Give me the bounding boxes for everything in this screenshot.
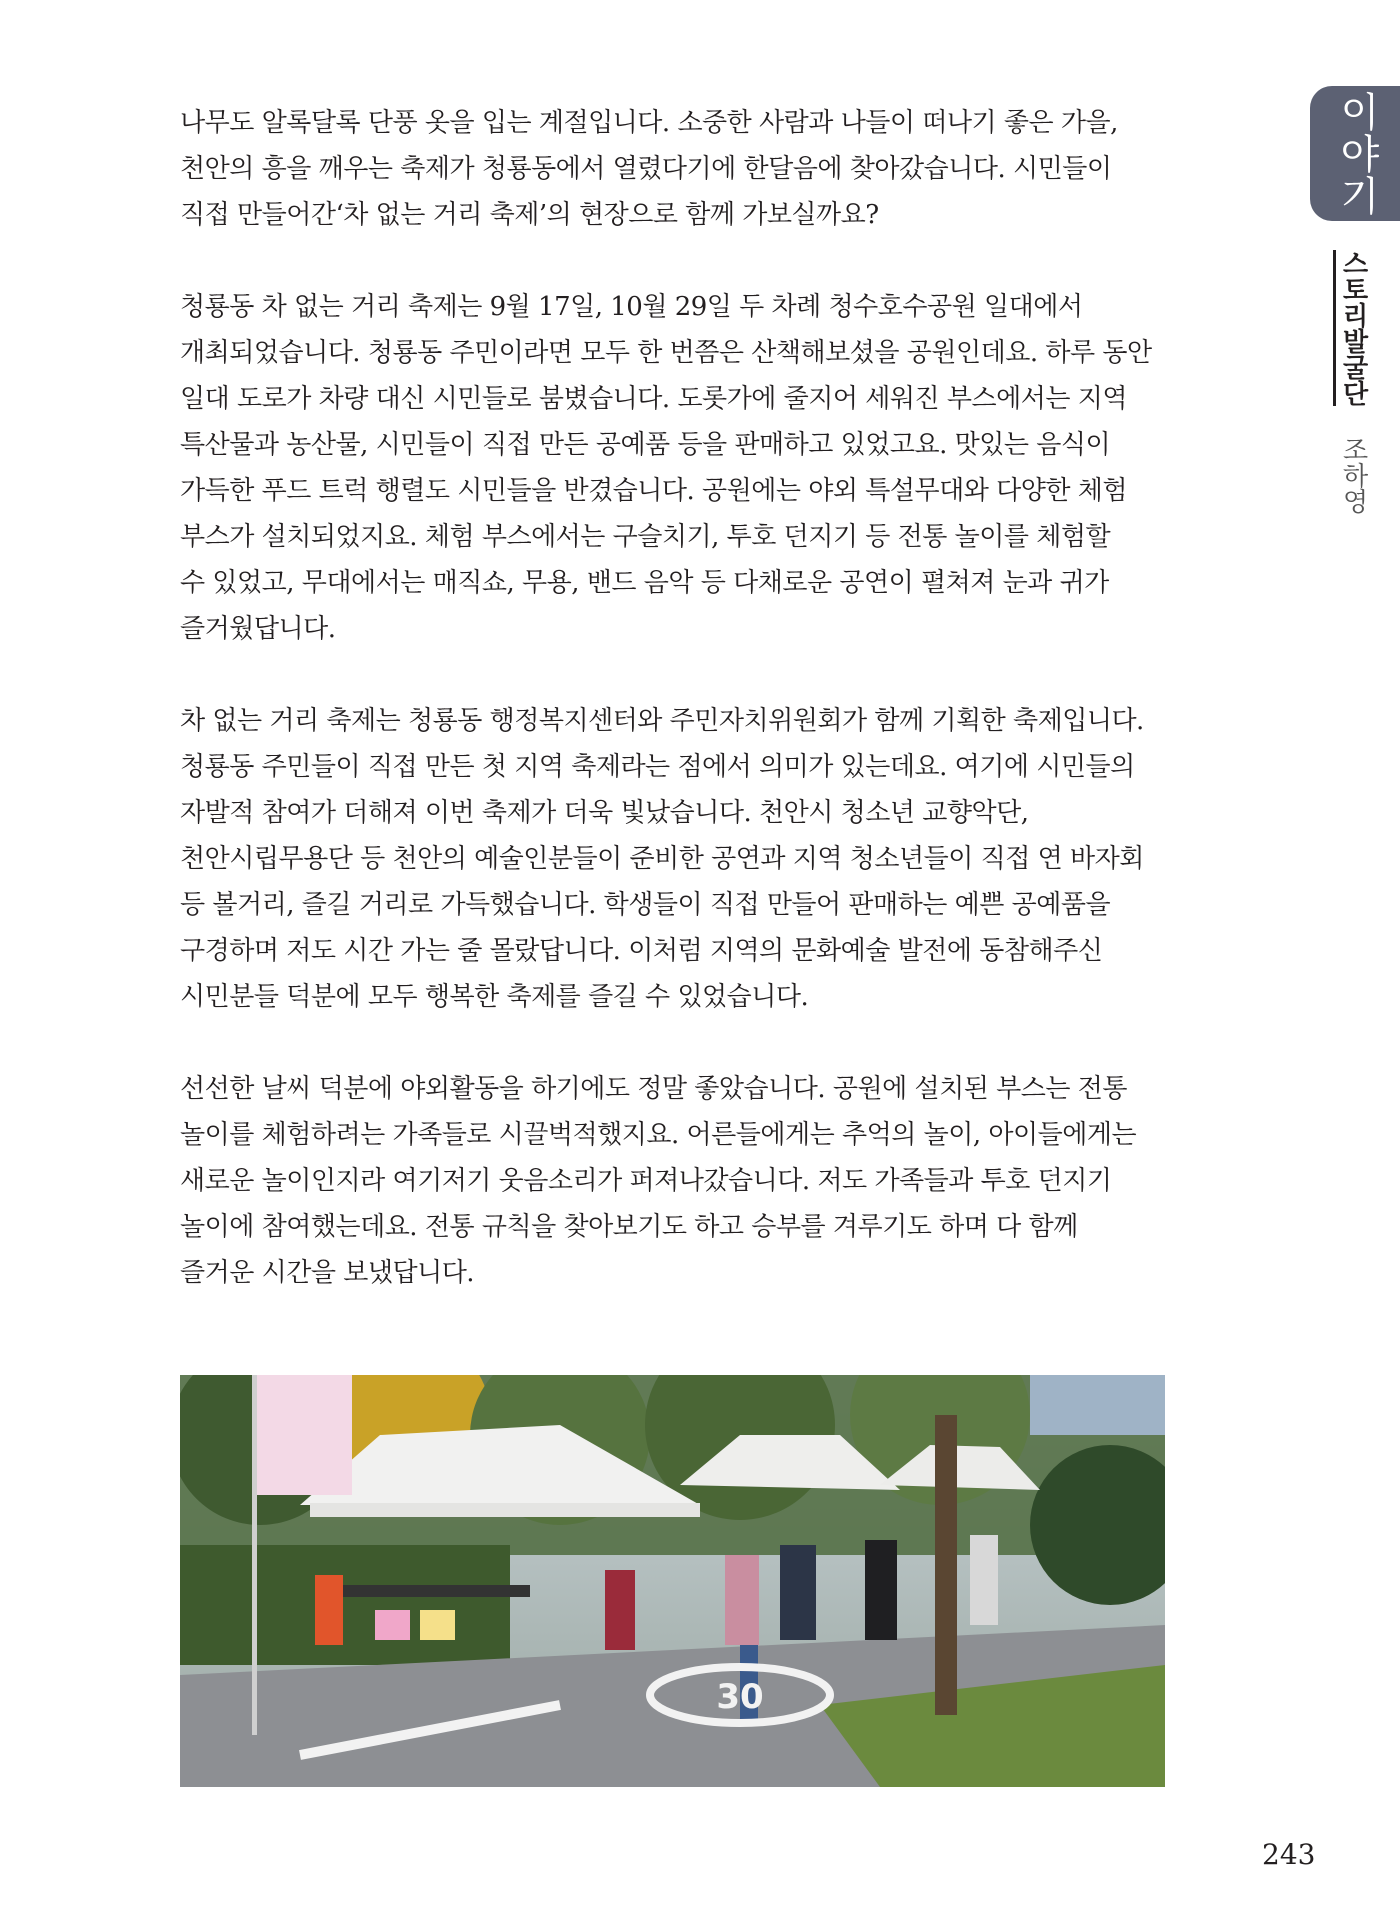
road-marking: 30 bbox=[716, 1677, 764, 1717]
text-line: 놀이에 참여했는데요. 전통 규칙을 찾아보기도 하고 승부를 겨루기도 하며 다 함께 bbox=[180, 1212, 1078, 1242]
text-line: 개최되었습니다. 청룡동 주민이라면 모두 한 번쯤은 산책해보셨을 공원인데요. 하루 동안 bbox=[180, 338, 1152, 368]
author-name: 조하영 bbox=[1338, 436, 1368, 515]
text-line: 등 볼거리, 즐길 거리로 가득했습니다. 학생들이 직접 만들어 판매하는 예쁜 공예품을 bbox=[180, 890, 1111, 920]
festival-photo-illustration bbox=[180, 1375, 1165, 1787]
text-line: 천안의 흥을 깨우는 축제가 청룡동에서 열렸다기에 한달음에 찾아갔습니다. 시민들이 bbox=[180, 154, 1112, 184]
text-line: 직접 만들어간‘차 없는 거리 축제’의 현장으로 함께 가보실까요? bbox=[180, 200, 879, 230]
text-line: 시민분들 덕분에 모두 행복한 축제를 즐길 수 있었습니다. bbox=[180, 982, 809, 1012]
text-line: 수 있었고, 무대에서는 매직쇼, 무용, 밴드 음악 등 다채로운 공연이 펼쳐져 눈과 귀가 bbox=[180, 568, 1109, 598]
text-line: 일대 도로가 차량 대신 시민들로 붐볐습니다. 도롯가에 줄지어 세워진 부스에서는 지역 bbox=[180, 384, 1127, 414]
text-line: 자발적 참여가 더해져 이번 축제가 더욱 빛났습니다. 천안시 청소년 교향악단, bbox=[180, 798, 1029, 828]
article-body bbox=[180, 100, 1180, 1342]
text-line: 새로운 놀이인지라 여기저기 웃음소리가 퍼져나갔습니다. 저도 가족들과 투호 던지기 bbox=[180, 1166, 1112, 1196]
text-line: 나무도 알록달록 단풍 옷을 입는 계절입니다. 소중한 사람과 나들이 떠나기 좋은 가을, bbox=[180, 108, 1118, 138]
paragraph bbox=[180, 284, 1180, 652]
text-line: 차 없는 거리 축제는 청룡동 행정복지센터와 주민자치위원회가 함께 기획한 축제입니다. bbox=[180, 706, 1144, 736]
page-number: 243 bbox=[1262, 1838, 1316, 1871]
text-line: 구경하며 저도 시간 가는 줄 몰랐답니다. 이처럼 지역의 문화예술 발전에 동참해주신 bbox=[180, 936, 1103, 966]
text-line: 즐거웠답니다. bbox=[180, 614, 336, 644]
column-label bbox=[1335, 250, 1372, 514]
text-line: 가득한 푸드 트럭 행렬도 시민들을 반겼습니다. 공원에는 야외 특설무대와 다양한 체험 bbox=[180, 476, 1127, 506]
text-line: 천안시립무용단 등 천안의 예술인분들이 준비한 공연과 지역 청소년들이 직접 연 바자회 bbox=[180, 844, 1144, 874]
text-line: 청룡동 차 없는 거리 축제는 9월 17일, 10월 29일 두 차례 청수호수공원 일대에서 bbox=[180, 292, 1083, 322]
text-line: 청룡동 주민들이 직접 만든 첫 지역 축제라는 점에서 의미가 있는데요. 여기에 시민들의 bbox=[180, 752, 1135, 782]
festival-photo bbox=[180, 1375, 1165, 1787]
column-team-name: 스토리발굴단 bbox=[1333, 250, 1368, 406]
paragraph bbox=[180, 1066, 1180, 1296]
text-line: 즐거운 시간을 보냈답니다. bbox=[180, 1258, 475, 1288]
text-line: 부스가 설치되었지요. 체험 부스에서는 구슬치기, 투호 던지기 등 전통 놀이를 체험할 bbox=[180, 522, 1111, 552]
paragraph bbox=[180, 698, 1180, 1020]
text-line: 특산물과 농산물, 시민들이 직접 만든 공예품 등을 판매하고 있었고요. 맛있는 음식이 bbox=[180, 430, 1111, 460]
text-line: 선선한 날씨 덕분에 야외활동을 하기에도 정말 좋았습니다. 공원에 설치된 부스는 전통 bbox=[180, 1074, 1127, 1104]
section-tab-label: 이야기 bbox=[1333, 90, 1380, 217]
section-tab bbox=[1310, 86, 1400, 221]
text-line: 놀이를 체험하려는 가족들로 시끌벅적했지요. 어른들에게는 추억의 놀이, 아이들에게는 bbox=[180, 1120, 1137, 1150]
paragraph bbox=[180, 100, 1180, 238]
